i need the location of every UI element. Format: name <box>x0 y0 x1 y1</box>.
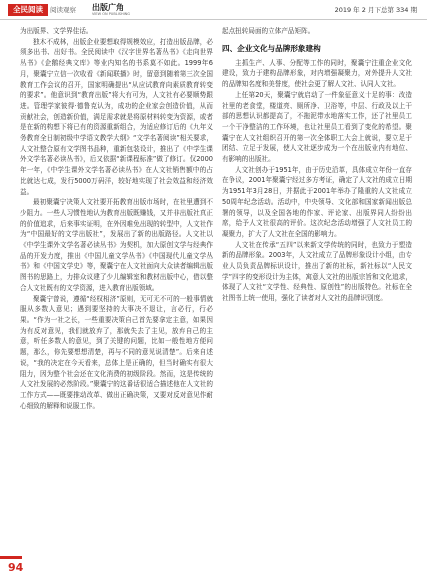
header-divider <box>0 19 427 20</box>
magazine-logo <box>92 3 138 17</box>
paragraph: 独木不成林，出版企业要想取得规模效应，打造出版品牌，必须多出书、出好书。全民阅读中《汉字世界名著丛书》《走向世界丛书》《企鹅经典文库》等业内知名的书系莫不如此。1999年6月，聚囊宁立信一次收看《新闻联播》时，留意到随着第三次全国教育工作会议的召开，国家明确提出“从应试教育向素质教育转变的要求”。他意识到“教育出版”将大有可为，人文社有必要顺势跟进。管理学家彼得·德鲁克认为，成功的企业家会创造价值，从而贡献社会，创造新价值，满足需求就是将原材料转变为资源，或者是在新的构想下将已有的资源重新组合，为适应修订后的《九年义务教育全日制初级中学语文教学大纲》“文学名著阅读”相关要求，人文社整合原有文学图书品种，重新包装设计，推出了《中学生课外文学名著必读丛书》，后又依据“新课程标准”做了修订。仅2000年一年，《中学生课外文学名著必读丛书》在人文社销售额中的占比就达七成，发行5000万码洋，较好地实现了社会效益和经济效益。 <box>20 37 213 196</box>
paragraph: 起点扭转局面的立体产品矩阵。 <box>222 27 315 35</box>
logo-title: 出版广角 <box>92 3 124 12</box>
paragraph: 人文社创办于1951年，由于历史沿革，具体成立年份一直存在争议，2001年聚囊宁经过多方考证，确定了人文社的成立日期为1951年3月28日，并据此于2001年举办了隆重的人文社成立50周年纪念活动。活动中，中央领导、文化部和国家新闻出版总署的领导，以及全国各地的作家、评论家、出版界同人纷纷出席，给予人文社很高的评价。这次纪念活动增强了人文社员工的凝聚力，扩大了人文社在全国的影响力。 <box>222 165 412 238</box>
paragraph: 为出版界、文学界佳话。 <box>20 27 93 35</box>
left-column <box>20 26 213 411</box>
logo-subtitle: VIEW ON PUBLISHING <box>92 12 130 16</box>
right-column <box>222 26 412 304</box>
page-number-accent <box>0 556 22 559</box>
issue-info: 2019 年 2 月下总第 334 期 <box>334 6 417 14</box>
paragraph: 聚囊宁曾说，遵循“经权相济”原则，无可无不可的一般事情就服从多数人意见；遇到要坚持的大事决不退让，言必行，行必果。“作为一社之长，一些重要决策自己首先要拿定主意，如果因为有反对意见，我们就放弃了，那就失去了主见，放弃自己的主意，听任多数人的意见，到了关键的问题，比如一般性地方便问题，那么，你先要想想清楚，再与不同的意见说清楚”。后来自述说，“我的决定在今天看来，总体上是正确的，但当时确实有很大阻力，因为整个社会还在文化消费的初级阶段。然而，这是传统的人文社发展的必然阶段。”聚囊宁的这番话很适合描述他在人文社的工作方式——既要推动改革、做出正确决策，又要对反对意见作耐心细致的解释和说服工作。 <box>20 294 213 410</box>
section-heading: 四、企业文化与品牌形象建构 <box>222 43 321 53</box>
paragraph: 最初聚囊宁决策人文社要开拓教育出版市场时，在社里遭到不少阻力。一些人习惯性地认为教育出版既赚钱，又并非出版社真正的价值追求，后来事实证明，在外因难免出现的转型中，人文社作为“中国最好的文学出版社”，发展出了新的出版路径。人文社以《中学生课外文学名著必读丛书》为契机，加大原创文学与经典作品的开发力度，推出《中国儿童文学丛书》《中国现代儿童文学丛书》和《中国文学史》等，聚囊宁在人文社面向大众读者编辑出版图书的思路上，力排众议建了少儿编辑室和教材出版中心，借以整合人文社既有的文学资源，进入教育出版领域。 <box>20 198 213 292</box>
column-badge: 全民阅读 <box>8 4 48 16</box>
paragraph: 上任第20天，聚囊宁就启动了一件象征意义十足的事：改造社里的老食堂，楼道亮、厕所净、卫浴等，中层、行政及以上干部的思想认识都提高了，不拖泥带水地落实工作，还了社里员工一个干净整洁的工作环境，也让社里员工看到了变化的希望。聚囊宁在人文社组织召开的第一次全体职工大会上就说，要立足于团结、立足于发展，使人文社逐步成为一个在出版业内有地位、有影响的出版社。 <box>222 90 412 164</box>
page-header <box>0 0 427 20</box>
column-subtitle: 阅读观察 <box>50 6 76 14</box>
paragraph: 人文社在传承“五四”以来新文学传统的同时，也致力于塑造新的品牌形象。2003年，人文社成立了品牌形象设计小组，由专业人员负责品牌标识设计，推出了新的社标，新社标以“人民文学”四字的变形设计为主体，寓意人文社的出版宗旨和文化追求，体现了人文社“文学性、经典性、原创性”的出版特色。社标在全社图书上统一使用，强化了读者对人文社的品牌识别度。 <box>222 240 412 303</box>
page-number: 94 <box>8 561 24 574</box>
paragraph: 主抓生产、人事、分配等工作的同时，聚囊宁注重企业文化建设，致力于建构品牌形象，对内增强凝聚力，对外提升人文社的品牌知名度和美誉度，使社会更了解人文社、认同人文社。 <box>222 58 412 89</box>
